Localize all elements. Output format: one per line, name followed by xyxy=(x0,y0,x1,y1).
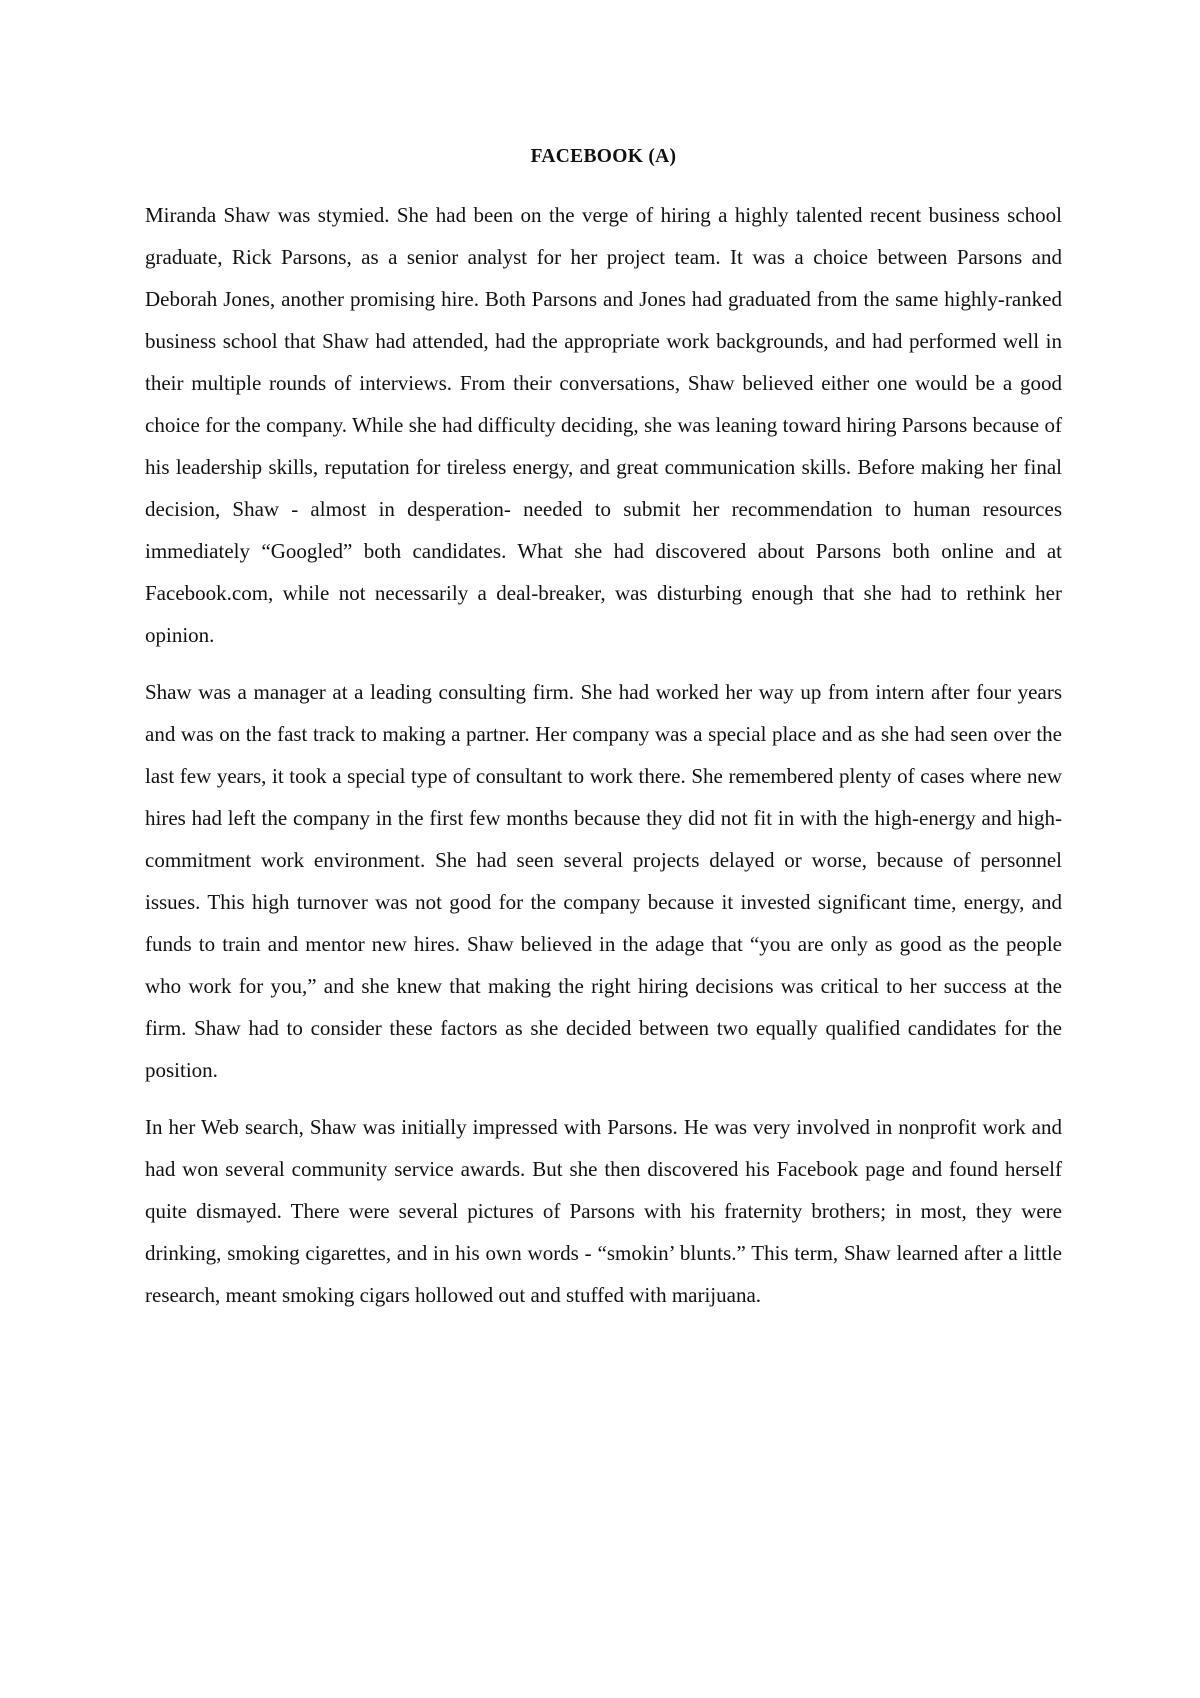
document-title: FACEBOOK (A) xyxy=(530,146,677,167)
document-page xyxy=(145,140,1062,1331)
paragraph-2: Shaw was a manager at a leading consulting firm. She had worked her way up from intern after four years and was on the fast track to making a partner. Her company was a special place and as she had seen over the last few years, it took a special type of consultant to work there. She remembered plenty of cases where new hires had left the company in the first few months because they did not fit in with the high-energy and high-commitment work environment. She had seen several projects delayed or worse, because of personnel issues. This high turnover was not good for the company because it invested significant time, energy, and funds to train and mentor new hires. Shaw believed in the adage that “you are only as good as the people who work for you,” and she knew that making the right hiring decisions was critical to her success at the firm. Shaw had to consider these factors as she decided between two equally qualified candidates for the position. xyxy=(145,680,1062,1082)
paragraph-1: Miranda Shaw was stymied. She had been on the verge of hiring a highly talented recent business school graduate, Rick Parsons, as a senior analyst for her project team. It was a choice between Parsons and Deborah Jones, another promising hire. Both Parsons and Jones had graduated from the same highly-ranked business school that Shaw had attended, had the appropriate work backgrounds, and had performed well in their multiple rounds of interviews. From their conversations, Shaw believed either one would be a good choice for the company. While she had difficulty deciding, she was leaning toward hiring Parsons because of his leadership skills, reputation for tireless energy, and great communication skills. Before making her final decision, Shaw - almost in desperation- needed to submit her recommendation to human resources immediately “Googled” both candidates. What she had discovered about Parsons both online and at Facebook.com, while not necessarily a deal-breaker, was disturbing enough that she had to rethink her opinion. xyxy=(145,203,1062,647)
paragraph-3: In her Web search, Shaw was initially impressed with Parsons. He was very involved in nonprofit work and had won several community service awards. But she then discovered his Facebook page and found herself quite dismayed. There were several pictures of Parsons with his fraternity brothers; in most, they were drinking, smoking cigarettes, and in his own words - “smokin’ blunts.” This term, Shaw learned after a little research, meant smoking cigars hollowed out and stuffed with marijuana. xyxy=(145,1115,1062,1307)
